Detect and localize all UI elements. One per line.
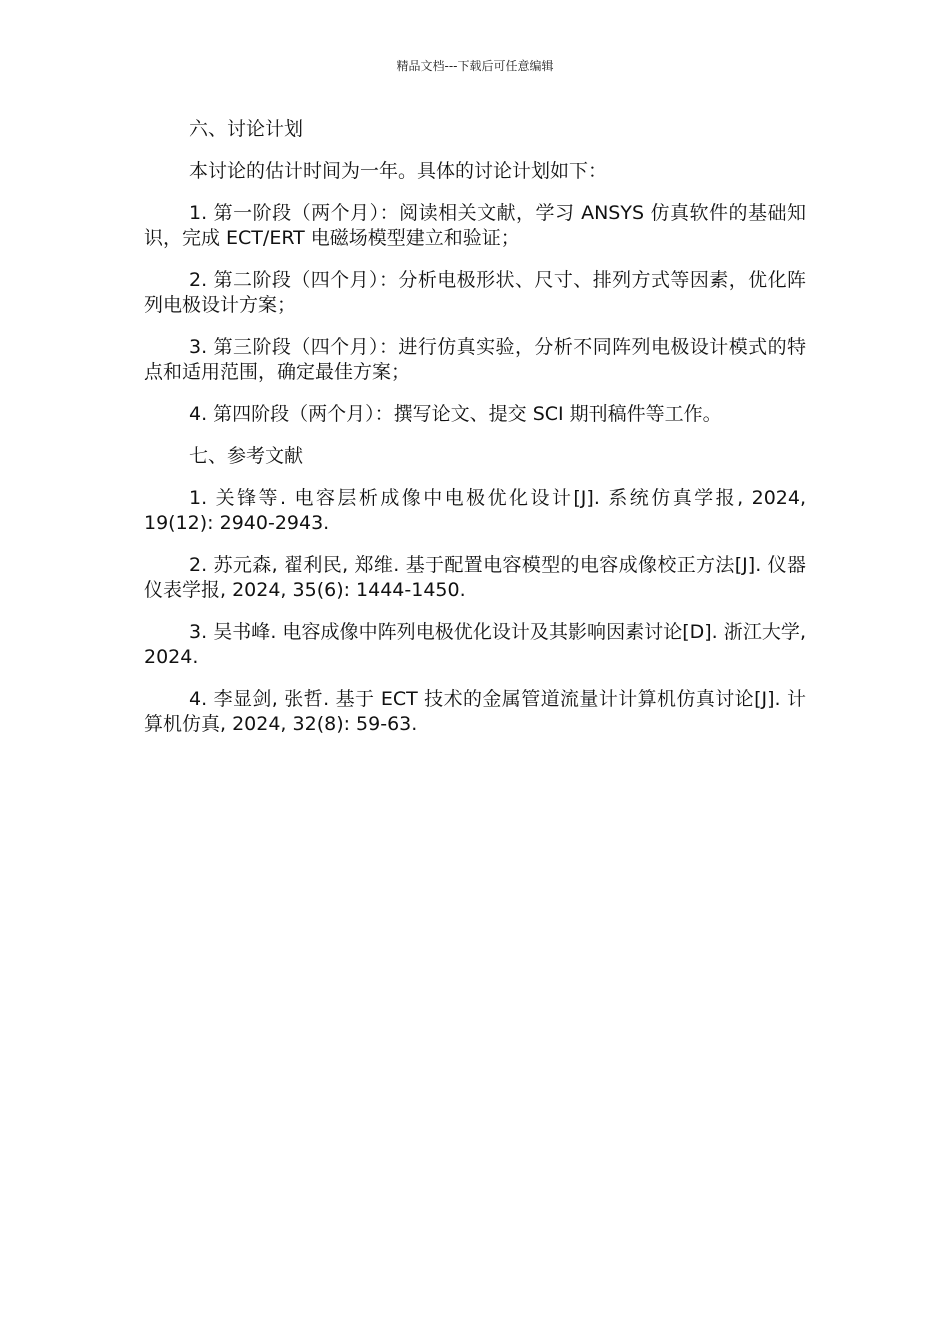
- plan-intro: 本讨论的估计时间为一年。具体的讨论计划如下：: [189, 160, 608, 182]
- plan-item: 2. 第二阶段（四个月）：分析电极形状、尺寸、排列方式等因素，优化阵列电极设计方案；: [144, 269, 806, 316]
- section-title-references: 七、参考文献: [189, 445, 304, 467]
- page-header: 精品文档---下载后可任意编辑: [396, 59, 554, 73]
- reference-item: 3. 吴书峰. 电容成像中阵列电极优化设计及其影响因素讨论[D]. 浙江大学, 2024.: [144, 621, 806, 668]
- document-body: [144, 117, 806, 754]
- reference-item: 4. 李显剑, 张哲. 基于 ECT 技术的金属管道流量计计算机仿真讨论[J]. 计算机仿真, 2024, 32(8): 59-63.: [144, 688, 806, 735]
- plan-item: 1. 第一阶段（两个月）：阅读相关文献，学习 ANSYS 仿真软件的基础知识，完成 ECT/ERT 电磁场模型建立和验证；: [144, 202, 806, 249]
- plan-item: 4. 第四阶段（两个月）：撰写论文、提交 SCI 期刊稿件等工作。: [189, 403, 722, 425]
- reference-item: 2. 苏元森, 翟利民, 郑维. 基于配置电容模型的电容成像校正方法[J]. 仪器仪表学报, 2024, 35(6): 1444-1450.: [144, 554, 806, 601]
- section-title-plan: 六、讨论计划: [189, 118, 304, 140]
- plan-item: 3. 第三阶段（四个月）：进行仿真实验，分析不同阵列电极设计模式的特点和适用范围，确定最佳方案；: [144, 336, 806, 383]
- reference-item: 1. 关锋等. 电容层析成像中电极优化设计[J]. 系统仿真学报, 2024, 19(12): 2940-2943.: [144, 487, 806, 534]
